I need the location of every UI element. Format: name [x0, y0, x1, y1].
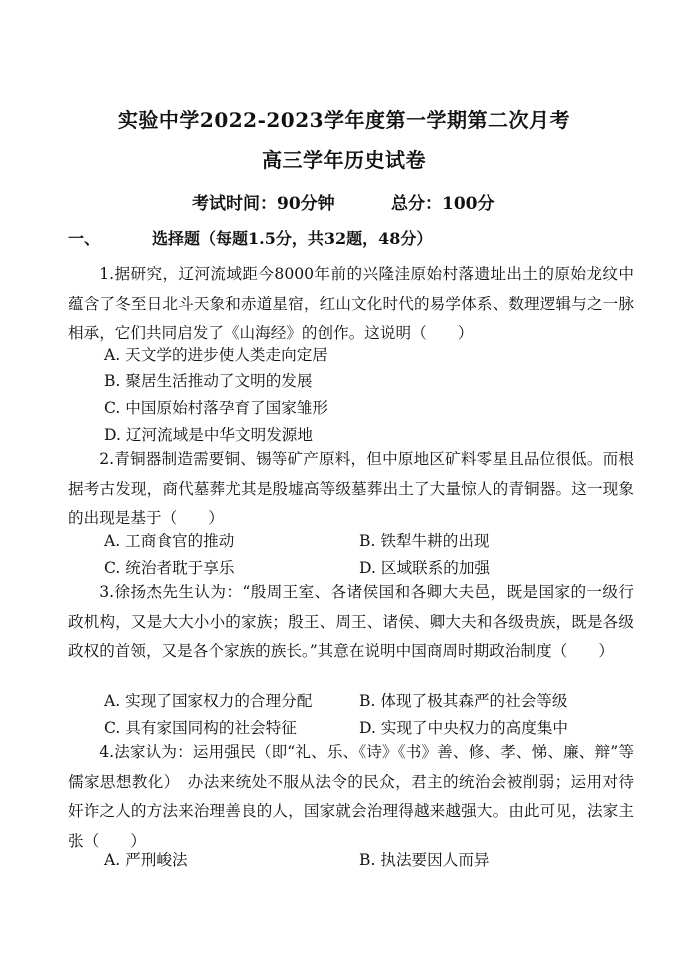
section-heading [68, 226, 432, 249]
section-title: 选择题（每题1.5分，共32题，48分） [152, 229, 433, 248]
exam-title: 实验中学2022-2023学年度第一学期第二次月考 [117, 108, 571, 132]
question-3-stem: 3.徐扬杰先生认为：“殷周王室、各诸侯国和各卿大夫邑，既是国家的一级行政机构，又是大大小小的家族；殷王、周王、诸侯、卿大夫和各级贵族，既是各级政权的首领，又是各个家族的族长。”其意在说明中国商周时期政治制度（ ） [68, 583, 634, 661]
question-4-option-a: A. 严刑峻法 [104, 851, 188, 869]
question-1-option-c: C. 中国原始村落孕育了国家雏形 [104, 399, 329, 417]
question-2-stem: 2.青铜器制造需要铜、锡等矿产原料，但中原地区矿料零星且品位很低。而根据考古发现，商代墓葬尤其是殷墟高等级墓葬出土了大量惊人的青铜器。这一现象的出现是基于（ ） [68, 450, 634, 528]
total-score: 总分：100分 [391, 194, 495, 214]
question-2-option-d: D. 区域联系的加强 [359, 559, 491, 577]
section-number: 一、 [68, 229, 101, 248]
exam-time: 考试时间：90分钟 [192, 194, 335, 214]
question-1-option-d: D. 辽河流域是中华文明发源地 [104, 426, 313, 444]
question-2-option-a: A. 工商食官的推动 [104, 532, 235, 550]
question-1-option-a: A. 天文学的进步使人类走向定居 [104, 346, 328, 364]
question-1-option-b: B. 聚居生活推动了文明的发展 [104, 372, 313, 390]
question-2-option-b: B. 铁犁牛耕的出现 [359, 532, 490, 550]
question-3-option-a: A. 实现了国家权力的合理分配 [104, 692, 313, 710]
exam-subtitle: 高三学年历史试卷 [262, 148, 426, 172]
question-3-option-b: B. 体现了极其森严的社会等级 [359, 692, 568, 710]
question-2-option-c: C. 统治者耽于享乐 [104, 559, 235, 577]
question-3-option-d: D. 实现了中央权力的高度集中 [359, 719, 568, 737]
question-4-option-b: B. 执法要因人而异 [359, 851, 490, 869]
question-4-stem: 4.法家认为：运用强民（即“礼、乐、《诗》《书》善、修、孝、悌、廉、辩”等儒家思想教化） 办法来统处不服从法令的民众，君主的统治会被削弱；运用对待奸诈之人的方法来治理善良的人，国家就会治理得越来越强大。由此可见，法家主张（ ） [68, 743, 634, 851]
question-1-stem: 1.据研究，辽河流域距今8000年前的兴隆洼原始村落遗址出土的原始龙纹中蕴含了冬至日北斗天象和赤道星宿，红山文化时代的易学体系、数理逻辑与之一脉相承，它们共同启发了《山海经》的创作。这说明（ ） [68, 265, 634, 343]
question-3-option-c: C. 具有家国同构的社会特征 [104, 719, 297, 737]
